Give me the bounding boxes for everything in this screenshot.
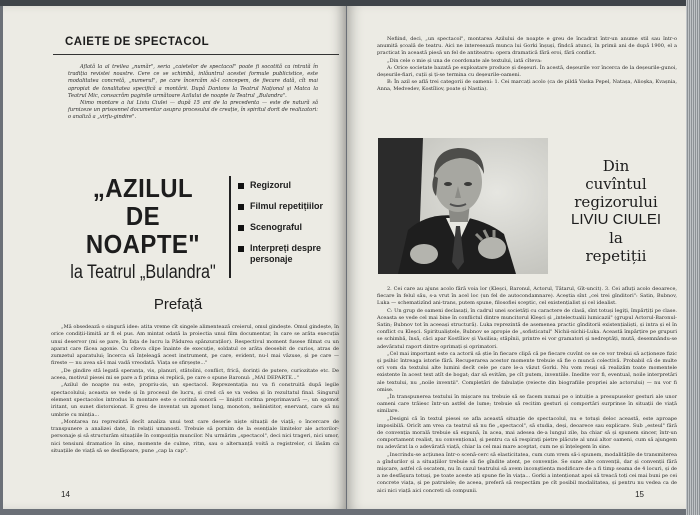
section-header-label: CAIETE DE SPECTACOL bbox=[65, 36, 210, 48]
body-paragraph: C: Un grup de oameni declasați, în cadrul unei societăți cu caractere de clasă, sînt totuși legiți, împărțiți pe clase. Aceasta se vede cel mai bine în conflictul dintre muncitorul Kleșci și „intelectualii lumicazii" (grupul Actorul-Baronul-Satin; Bubnov tot în aceeași structură). Luka reprezintă de asemenea practic gînditorii existențialiști, și intra și el în conflict cu Kleșci. Spiritualiștele, Bubnov se apropie de „sofisticatul" Nichii-nichii-Luka. Această împărțire pe grupuri se schimbă, însă, căci apar Kostîliov și Vasilisa; stăpînii, printre ei vor gramatori și nedreptăți, mută, desemnându-se adevăratul raport dintre oprimați și oprimatori. bbox=[377, 307, 677, 350]
body-paragraph: „Mă obsedează o singură idee: atita vreme cît singele alimentează creierul, omul gindește. Omul gindește, în orice condiții-limită ar fi el pus. Am mintat odată la proiectia unui film documentar, în care se arăta execuția unui deservor (mi se pare, în fața de lucru la Pădurea spânzuraților). Respectivul moment fusese filmat cu un aparat care făcea agonie. Cu cîteva clipe înainte de execuție, soldatul ce arăta deosebit de curios, atras de zumzetul aparatului; încerca să înțeleagă acest instrument, pe care, evident, nu-l mai văzuse, și pe care — fireste — nu avea să-l mai vadă vreodată. Viața se sfirșește..." bbox=[51, 324, 339, 367]
director-name: LIVIU CIULEI bbox=[570, 211, 662, 228]
left-page bbox=[3, 6, 346, 509]
intro-paragraph: Nimo montare a lui Liviu Ciulei — după 15 ani de la precedenta — este de natură să furnizeze un prisosnnel documentar asupra procesului de creație, în spiritul dorit de realizatori: o analiză a „virfu-gindire". bbox=[68, 100, 318, 121]
section-title: Prefață bbox=[153, 296, 203, 313]
body-paragraph: B: În azil se află trei categorii de oameni: 1. Cei marcați acolo (ca de pildă Vaska Pepel, Natașa, Alioșka, Kvașnia, Anna, Medvedev, Kostîliov, poate și Nastia). bbox=[377, 79, 677, 93]
body-paragraph: Nefiind, deci, „un spectacol", montarea Azilului de noapte e greu de încadrat într-un anume stil sau într-o anumită școală de teatru. Aici ne interesează munca lui Gorki înșuși, fîndcă atunci, în primii ani de după 1900, el a practicat în această piesă un fel de antiteatru: opera dramatică fără eroi, fără conflict. bbox=[377, 36, 677, 57]
interview-title-line: regizorului bbox=[574, 193, 658, 211]
contents-list bbox=[238, 180, 346, 275]
page-number: 14 bbox=[61, 490, 70, 499]
interview-text bbox=[377, 286, 677, 495]
body-paragraph: 2. Cei care au ajuns acolo fără voia lor (Kleșci, Baronul, Actorul, Tătarul, Gît-uncit). 3. Cei afluți acolo deoarece, fiecare în felul său, s-a vrut în acel loc (un fel de autocondamnare). Aceștia sînt „cei trei gînditori": Satin, Bubnov, Luka — schematizînd ani-trans, putem spune, filosofiei sceptic, cel existențialist și cel idealist. bbox=[377, 286, 677, 307]
title-line: NOAPTE" bbox=[85, 229, 201, 259]
contents-item: Regizorul bbox=[238, 180, 346, 191]
top-text bbox=[377, 36, 677, 94]
contents-item: Filmul repetițiilor bbox=[238, 201, 346, 212]
body-paragraph: „Din cele o mie și una de coordonate ale textului, iată cîteva: bbox=[387, 57, 542, 64]
portrait-illustration bbox=[378, 138, 548, 274]
title-divider bbox=[229, 176, 231, 278]
body-paragraph: „Designi că în textul piesei se afla această situație de spectacolul, nu e totuși deloc această, este aproape imposibilă. Oricît am vrea ca teatrul să nu fie „spectacol", să studia, deși, deoarece sau explicare. Sub „esteul" fără de convenția morală trebuie să expună, în acea, mai adesea de-a lungul zile, ba chiar să și spunem sincer, într-un comportament realist, nu convențional, și pentru ca să respirați pietre plăcute al unui altor oameni, cum să ajungem nu adevărat la o adevărată viață, chiar la cel mai mare aceptat, cum ne și înțelegem în sine. bbox=[377, 415, 677, 451]
interview-title-line: repetiții bbox=[585, 247, 647, 265]
body-paragraph: „În transpunerea textului în mișcare nu trebuie să se facem numai pe o intuiție a presupuselor gesturi ale unor oameni care trăiesc într-un astfel de lume; trebuie să recitim gesturi și comportări surprinse în situații de viață similare. bbox=[377, 394, 677, 415]
book-page-edges bbox=[686, 0, 700, 515]
interview-title bbox=[552, 157, 680, 265]
article-title bbox=[48, 174, 238, 284]
right-page bbox=[347, 6, 686, 509]
body-paragraph: „Montarea nu reprezintă decît analiza unui text care deserie niște situații de viață; o încercare de transpunere a analizei date, în relații umanosti. Trebuie să pornim de la esențiale limitelor ale actorilor-personaje și să structurăm situațiile în compoziția muncilor. Nu urmărim „spectacol", deci nici trageri, nici umor, nici tensiuni dramatice în sine, momente de culme, ritm, sau o alternanță voită a registrelor, ci lăsăm ca situațiile de viață să se desfășoare, pune „cap la cap". bbox=[51, 418, 339, 455]
interview-title-line: cuvîntul bbox=[585, 175, 647, 193]
title-subtitle: la Teatrul „Bulandra" bbox=[70, 262, 216, 283]
contents-item: Interpreți despre personaje bbox=[238, 243, 346, 265]
body-paragraph: „De gindire stă legată speranța, vis, planuri, stătolini, conflict, frică, dorinți de putere, curiozitate etc. De aceea, motivul piesei mi se pare a fi prima ei replică, pe care o spune Baronul: „MAI DEPARTE..." bbox=[51, 367, 339, 382]
body-paragraph: „Inscrindu-se acțiunea într-o scenă-cerc să elasticitatea, cum cum vrem să-i spunem, modalitățile de transmiterea a gîndurilor și a situațiilor trebuie să fie gîndite atent, pe convenție. Se sune alte convenții, dar și convenții fără mișcare, astfel că oscatem, nu în cazul teatrului să avem inconștienta modificare de a fi timp seama de 4 locuri, și de a ne desfășura totuși, pe toate aceste ați spune fie în viața... Gorki a intenționat apoi să treacă toți cei mai buni pe cei concrete viața, și pe patrulele; de aceea, preferă să respectăm pe cît posibil modalitatea, și pentru nu vedea ca de aici nici viață aici concreti să compunii. bbox=[377, 451, 677, 494]
section-header bbox=[53, 28, 339, 55]
preface-text bbox=[51, 324, 339, 455]
title-line: „AZILUL bbox=[92, 173, 194, 203]
title-line: DE bbox=[125, 201, 161, 231]
body-paragraph: „Cel mai important este ca actorii să știe în fiecare clipă că pe fiecare cuvînt ce se ce vor trebui să acționeze fizic și psihic întreaga istorie fără. Recuperarea acestor momente trebuie să fie o muncă colectivă. Probabil că de multe ori vom da textului alte lumini decît cele pe care le-a văzut Gorki. Nu vom reuși să realizăm toate momentele existente în acest text atît de bogat; dar să evităm, pe cît putem, inventiile. Inedite vor fi, eventual, noile interpretări ale textului, nu „noile inventii". Completări de fabulație (reiecte din biografiile propriei ale actorului) — nu vor fi omise. bbox=[377, 350, 677, 393]
director-portrait-photo bbox=[378, 138, 548, 274]
interview-title-line: Din bbox=[602, 157, 630, 175]
page-number: 15 bbox=[635, 490, 644, 499]
interview-title-line: la bbox=[609, 229, 623, 247]
body-paragraph: „Azilul de noapte nu este, propriu-zis, un spectacol. Reprezentația nu va fi construită după legile spectacolului; aceasta se vede și în procesul de lucru, și cred că se va vedea și în rezultatul final. Singurul element spectacolos introdus în montare este o coritnă sonoră — liniștit coritna preprimavară —, un sgomot iritant, un sunet distorsionat. E greu de inventat un zgomot lung, monoton, nelinistitor, enervant, care să nu umbrie cu minția... bbox=[51, 382, 339, 418]
intro-text bbox=[68, 64, 318, 122]
body-paragraph: A: Orice societate bazată pe exploatare produce și deșeuri. În acestă, deșeurile vor încerca de la deșeurile-gunoi, deșeurile-fiari, cuții și ți-se termina cu deșeurile-oameni. bbox=[377, 64, 677, 79]
intro-paragraph: Aflată la al treilea „număr", seria „caietelor de spectacol" poate fi socotită ca intrată în tradiția revistei noastre. Cere ce se schimbă, inlăuntrul acestei formule publicistice, este modalitatea concretă, „numerul", pe care încercăm să-l concepem, de fiecare dată, cît mai apropiat de tonalitatea specifică a montării. După Dantons la Teatrul Național și Matca la Teatrul Mic, consacrăm paginile următoare Azilului de noapte la Teatrul „Bulandra". bbox=[68, 64, 318, 99]
contents-item: Scenograful bbox=[238, 222, 346, 233]
